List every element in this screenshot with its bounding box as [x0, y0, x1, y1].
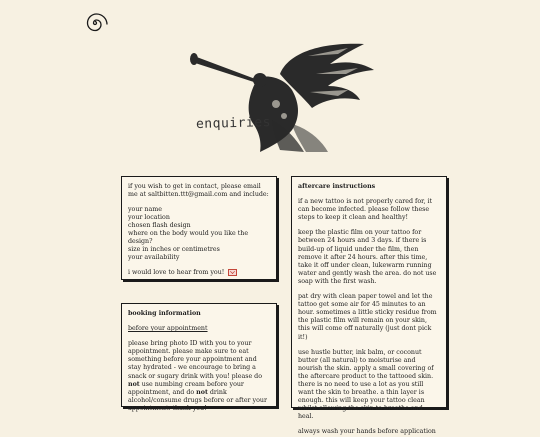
aftercare-paragraph: always wash your hands before application	[298, 428, 436, 436]
contact-outro: i would love to hear from you!	[128, 269, 270, 277]
aftercare-paragraph: pat dry with clean paper towel and let the tattoo get some air for 45 minutes to an hour. sometimes a little sticky residue from the plastic film will remain on your skin, this will come off naturally (just dont pick it!)	[298, 293, 437, 341]
booking-title: booking information	[128, 310, 201, 317]
contact-intro: if you wish to get in contact, please email me at saltbitten.ttt@gmail.com and include:	[128, 183, 269, 199]
envelope-icon[interactable]	[228, 269, 237, 276]
booking-paragraph: please bring photo ID with you to your appointment. please make sure to eat something before your appointment and stay hydrated - we encourage to bring a snack or sugary drink with you! please do not use numbing cream before your appointment, and do not drink alcohol/consume drugs before or after your appointment. thank you!	[128, 340, 267, 412]
contact-checklist	[128, 206, 270, 262]
list-item: your location	[128, 214, 170, 222]
angel-illustration	[188, 34, 380, 154]
list-item: size in inches or centimetres	[128, 246, 220, 254]
booking-subtitle: before your appointment	[128, 325, 208, 333]
contact-panel	[121, 176, 277, 280]
aftercare-title: aftercare instructions	[298, 183, 376, 190]
list-item: your availability	[128, 254, 180, 262]
aftercare-paragraph: keep the plastic film on your tattoo for between 24 hours and 3 days. if there is build-up of liquid under the film, then remove it after 24 hours. after this time, take it off under clean, lukewarm running water and gently wash the area. do not use soap with the first wash.	[298, 229, 437, 285]
aftercare-panel	[291, 176, 447, 436]
page-title: enquiries	[195, 115, 272, 132]
aftercare-paragraph: use hustle butter, ink balm, or coconut butter (all natural) to moisturise and nourish the skin. apply a small covering of the aftercare product to the tattooed skin. there is no need to use a lot as you still want the skin to breathe. a thin layer is enough. this will keep your tattoo clean whilst allowing the skin to breathe and heal.	[298, 348, 434, 421]
spiral-logo-icon[interactable]	[82, 10, 108, 36]
booking-panel	[121, 303, 277, 412]
list-item: where on the body would you like the design?	[128, 230, 249, 246]
aftercare-paragraph: if a new tattoo is not properly cared for, it can become infected. please follow these steps to keep it clean and healthy!	[298, 198, 433, 222]
list-item: your name	[128, 206, 162, 214]
list-item: chosen flash design	[128, 222, 191, 230]
